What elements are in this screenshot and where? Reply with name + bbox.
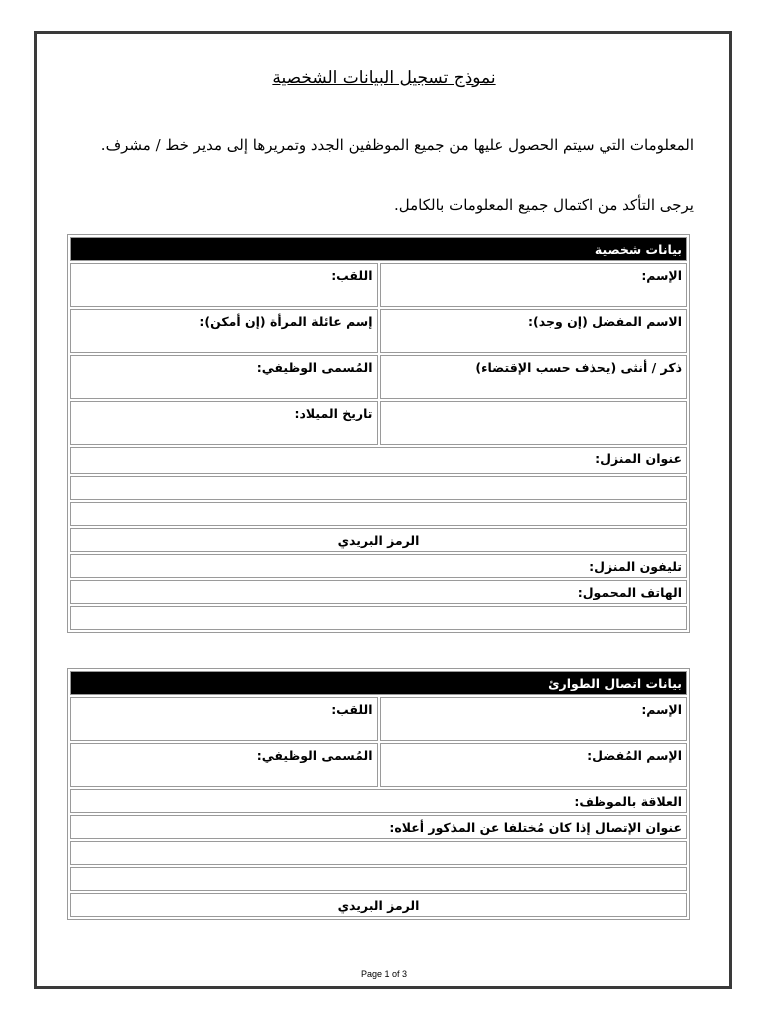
emergency-preferred-name-field[interactable]: الإسم المُفضل:	[380, 743, 688, 787]
personal-job-title-field[interactable]: المُسمى الوظيفي:	[70, 355, 378, 399]
personal-data-table	[67, 234, 690, 633]
emergency-name-field[interactable]: الإسم:	[380, 697, 688, 741]
personal-home-address-field[interactable]: عنوان المنزل:	[70, 447, 687, 474]
personal-postal-code-field[interactable]: الرمز البريدي	[70, 528, 687, 552]
personal-address-line-2[interactable]	[70, 502, 687, 526]
personal-preferred-name-field[interactable]: الاسم المفضل (إن وجد):	[380, 309, 688, 353]
personal-home-phone-field[interactable]: تليفون المنزل:	[70, 554, 687, 578]
personal-mobile-field[interactable]: الهاتف المحمول:	[70, 580, 687, 604]
personal-birth-date-field[interactable]: تاريخ الميلاد:	[70, 401, 378, 445]
intro-paragraph: المعلومات التي سيتم الحصول عليها من جميع الموظفين الجدد وتمريرها إلى مدير خط / مشرف.	[100, 136, 694, 154]
personal-header: بيانات شخصية	[70, 237, 687, 261]
emergency-contact-address-field[interactable]: عنوان الإتصال إذا كان مُختلفا عن المذكور أعلاه:	[70, 815, 687, 839]
emergency-postal-code-field[interactable]: الرمز البريدي	[70, 893, 687, 917]
personal-gender-field[interactable]: ذكر / أنثى (يحذف حسب الإقتضاء)	[380, 355, 688, 399]
personal-maiden-name-field[interactable]: إسم عائلة المرأة (إن أمكن):	[70, 309, 378, 353]
emergency-header: بيانات اتصال الطوارئ	[70, 671, 687, 695]
emergency-address-line-1[interactable]	[70, 841, 687, 865]
page-title: نموذج تسجيل البيانات الشخصية	[272, 68, 496, 88]
personal-extra-line[interactable]	[70, 606, 687, 630]
emergency-contact-table	[67, 668, 690, 920]
emergency-relationship-field[interactable]: العلاقة بالموظف:	[70, 789, 687, 813]
emergency-surname-field[interactable]: اللقب:	[70, 697, 378, 741]
emergency-job-title-field[interactable]: المُسمى الوظيفي:	[70, 743, 378, 787]
personal-surname-field[interactable]: اللقب:	[70, 263, 378, 307]
page-number: Page 1 of 3	[360, 969, 408, 979]
personal-address-line-1[interactable]	[70, 476, 687, 500]
personal-blank-field[interactable]	[380, 401, 688, 445]
emergency-address-line-2[interactable]	[70, 867, 687, 891]
note-paragraph: يرجى التأكد من اكتمال جميع المعلومات بالكامل.	[394, 196, 694, 214]
personal-name-field[interactable]: الإسم:	[380, 263, 688, 307]
